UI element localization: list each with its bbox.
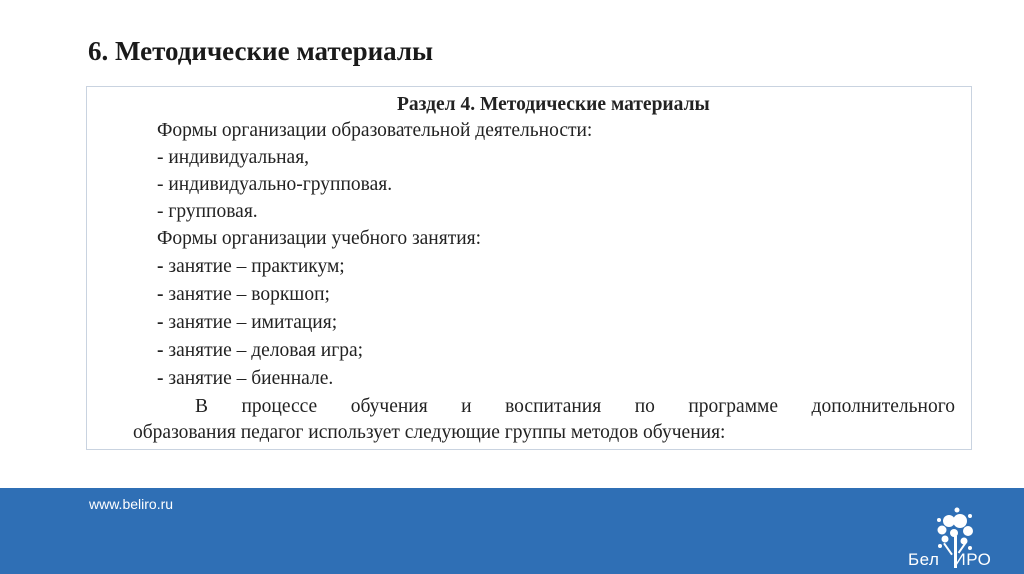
lesson-item [157, 341, 363, 361]
document-excerpt [86, 86, 972, 450]
lesson-item [157, 285, 330, 305]
logo-wordmark [908, 550, 991, 570]
list-dash: - [157, 284, 164, 305]
lesson-item-text: занятие – практикум; [168, 256, 345, 277]
website-link[interactable]: www.beliro.ru [89, 496, 174, 512]
lesson-item-text: занятие – имитация; [168, 312, 338, 333]
lesson-item [157, 313, 337, 333]
form-item-individual: - индивидуальная, [157, 147, 310, 168]
lesson-item [157, 369, 333, 389]
lesson-item-text: занятие – деловая игра; [168, 340, 364, 361]
lesson-item-text: занятие – воркшоп; [168, 284, 330, 305]
section-heading: Раздел 4. Методические материалы [397, 94, 710, 115]
list-dash: - [157, 368, 164, 389]
logo-text-right: ИРО [953, 550, 992, 569]
paragraph-line-2: образования педагог использует следующие группы методов обучения: [133, 422, 726, 443]
logo-text-left: Бел [908, 550, 940, 569]
slide-title: 6. Методические материалы [88, 36, 434, 66]
lesson-forms-label: Формы организации учебного занятия: [157, 228, 482, 249]
beliro-logo [900, 506, 1010, 572]
list-dash: - [157, 312, 164, 333]
footer-bar [0, 488, 1024, 574]
form-item-group: - групповая. [157, 201, 258, 222]
lesson-item-text: занятие – биеннале. [168, 368, 334, 389]
form-item-individual-group: - индивидуально-групповая. [157, 174, 393, 195]
lesson-item [157, 257, 345, 277]
paragraph-line-1: В процессе обучения и воспитания по программе дополнительного [195, 396, 955, 417]
list-dash: - [157, 256, 164, 277]
list-dash: - [157, 340, 164, 361]
education-forms-label: Формы организации образовательной деятельности: [157, 120, 593, 141]
